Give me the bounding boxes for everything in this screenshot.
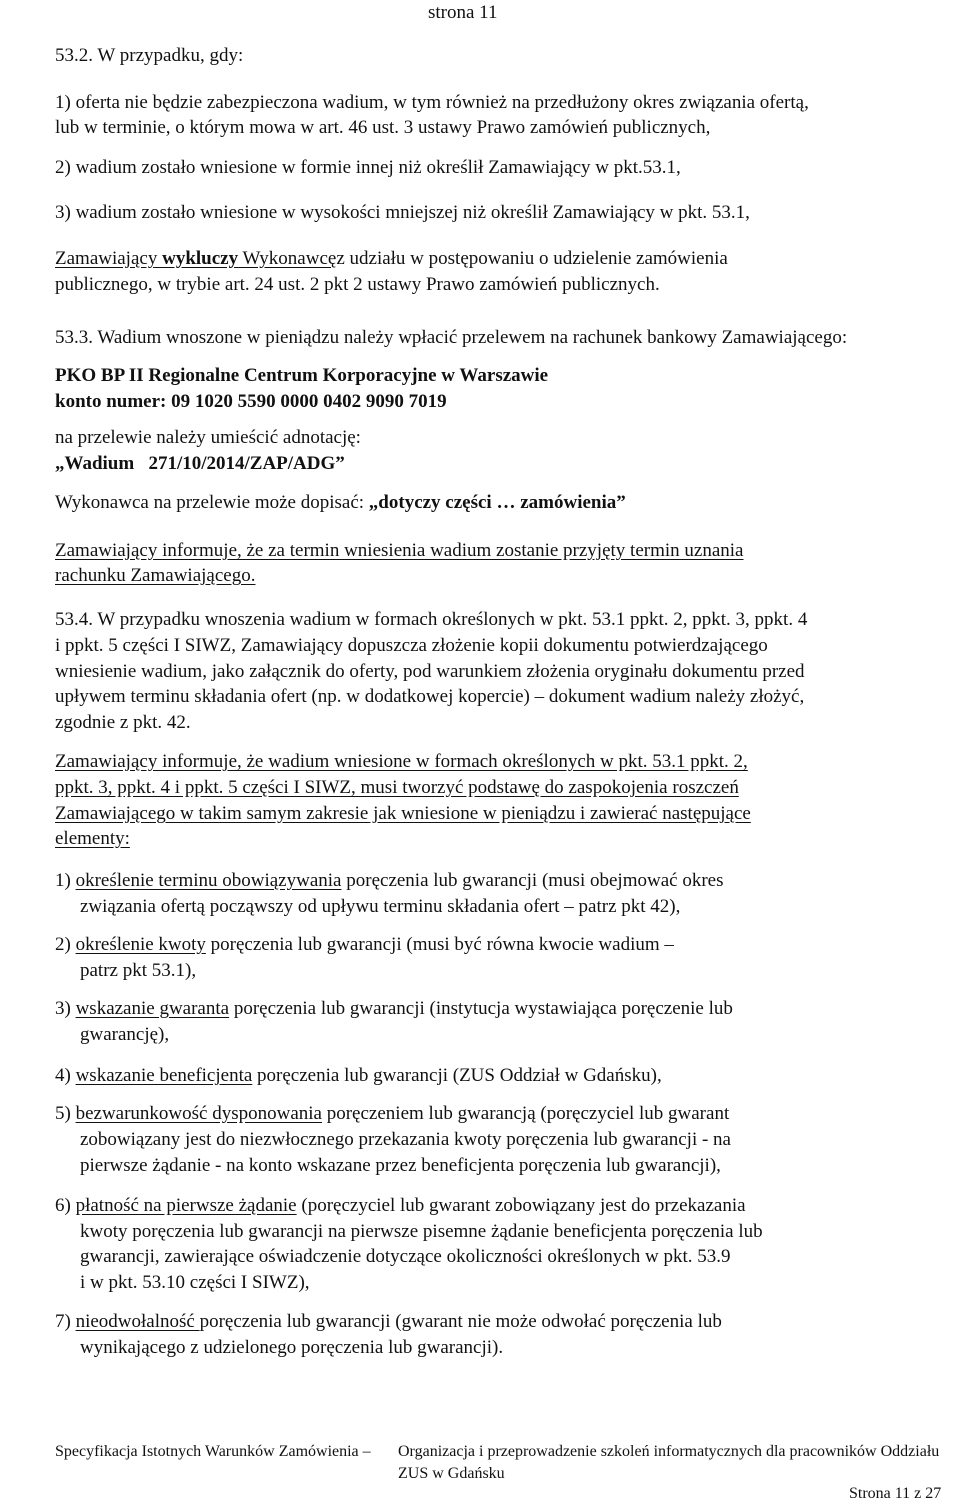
element-6-cont-1: kwoty poręczenia lub gwarancji na pierwsze pisemne żądanie beneficjenta poręczenia lub (80, 1221, 763, 1242)
s53-4-line-4: upływem terminu składania ofert (np. w dodatkowej kopercie) – dokument wadium należy złożyć, (55, 686, 805, 707)
s53-2-item-1-line-2: lub w terminie, o którym mowa w art. 46 ust. 3 ustawy Prawo zamówień publicznych, (55, 117, 711, 138)
payment-info-line-1: Zamawiający informuje, że za termin wniesienia wadium zostanie przyjęty termin uznania (55, 540, 744, 561)
element-6-rest: (poręczyciel lub gwarant zobowiązany jest do przekazania (296, 1195, 746, 1216)
element-3-underlined: wskazanie gwaranta (75, 998, 230, 1019)
element-2-number: 2) (55, 934, 76, 955)
s53-4-line-1: 53.4. W przypadku wnoszenia wadium w formach określonych w pkt. 53.1 ppkt. 2, ppkt. 3, ppkt. 4 (55, 609, 808, 630)
element-5-underlined: bezwarunkowość dysponowania (75, 1103, 322, 1124)
s53-4-line-2: i ppkt. 5 części I SIWZ, Zamawiający dopuszcza złożenie kopii dokumentu potwierdzającego (55, 635, 768, 656)
element-4-number: 4) (55, 1065, 76, 1086)
s53-4-underlined-4: elementy: (55, 828, 130, 849)
header-page-number: strona 11 (428, 2, 498, 23)
element-6-number: 6) (55, 1195, 76, 1216)
element-2-rest: poręczenia lub gwarancji (musi być równa kwocie wadium – (205, 934, 674, 955)
element-2-cont-1: patrz pkt 53.1), (80, 960, 197, 981)
element-1-first-line (55, 868, 723, 894)
element-5-first-line (55, 1101, 729, 1127)
dopisac-label: Wykonawca na przelewie może dopisać: (55, 492, 369, 513)
s53-4-line-3: wniesienie wadium, jako załącznik do oferty, pod warunkiem złożenia oryginału dokumentu przed (55, 661, 805, 682)
element-1-cont-1: związania ofertą począwszy od upływu terminu składania ofert – patrz pkt 42), (80, 896, 681, 917)
footer-left: Specyfikacja Istotnych Warunków Zamówienia – (55, 1443, 371, 1460)
element-5-rest: poręczeniem lub gwarancją (poręczyciel lub gwarant (321, 1103, 730, 1124)
bank-account: konto numer: 09 1020 5590 0000 0402 9090 7019 (55, 391, 447, 412)
element-6-first-line (55, 1193, 746, 1219)
element-3-rest: poręczenia lub gwarancji (instytucja wystawiająca poręczenie lub (229, 998, 733, 1019)
s53-4-underlined-1: Zamawiający informuje, że wadium wniesione w formach określonych w pkt. 53.1 ppkt. 2, (55, 751, 748, 772)
element-4-rest: poręczenia lub gwarancji (ZUS Oddział w Gdańsku), (252, 1065, 662, 1086)
element-6-cont-2: gwarancji, zawierające oświadczenie dotyczące okoliczności określonych w pkt. 53.9 (80, 1246, 731, 1267)
dopisac-line (55, 490, 626, 516)
element-7-rest: poręczenia lub gwarancji (gwarant nie może odwołać poręczenia lub (199, 1311, 722, 1332)
s53-2-conclusion-line-2: publicznego, w trybie art. 24 ust. 2 pkt 2 ustawy Prawo zamówień publicznych. (55, 274, 660, 295)
s53-4-underlined-3: Zamawiającego w takim samym zakresie jak wniesione w pieniądzu i zawierać następujące (55, 803, 751, 824)
bank-name: PKO BP II Regionalne Centrum Korporacyjne w Warszawie (55, 365, 549, 386)
element-5-cont-1: zobowiązany jest do niezwłocznego przekazania kwoty poręczenia lub gwarancji - na (80, 1129, 731, 1150)
element-4-first-line (55, 1063, 662, 1089)
element-7-cont-1: wynikającego z udzielonego poręczenia lub gwarancji). (80, 1337, 504, 1358)
conclusion-part-d: z udziału w postępowaniu o udzielenie zamówienia (336, 248, 728, 269)
payment-info-line-2: rachunku Zamawiającego. (55, 565, 256, 586)
s53-2-conclusion-line-1 (55, 246, 728, 272)
element-5-number: 5) (55, 1103, 76, 1124)
conclusion-part-a: Zamawiający (55, 248, 163, 269)
footer-right-line-2: ZUS w Gdańsku (398, 1465, 505, 1482)
element-2-first-line (55, 932, 674, 958)
element-1-underlined: określenie terminu obowiązywania (75, 870, 342, 891)
element-5-cont-2: pierwsze żądanie - na konto wskazane przez beneficjenta poręczenia lub gwarancji), (80, 1155, 721, 1176)
dopisac-value: „dotyczy części … zamówienia” (368, 492, 626, 513)
s53-4-line-5: zgodnie z pkt. 42. (55, 712, 191, 733)
element-2-underlined: określenie kwoty (75, 934, 206, 955)
element-6-cont-3: i w pkt. 53.10 części I SIWZ), (80, 1272, 310, 1293)
footer-right-line-1: Organizacja i przeprowadzenie szkoleń informatycznych dla pracowników Oddziału (398, 1443, 940, 1460)
s53-2-item-3: 3) wadium zostało wniesione w wysokości mniejszej niż określił Zamawiający w pkt. 53.1, (55, 202, 750, 223)
conclusion-part-b: wykluczy (162, 248, 239, 269)
element-7-first-line (55, 1309, 722, 1335)
element-3-cont-1: gwarancję), (80, 1024, 170, 1045)
element-3-first-line (55, 996, 733, 1022)
footer-page-number: Strona 11 z 27 (849, 1485, 942, 1502)
element-7-underlined: nieodwołalność (75, 1311, 200, 1332)
section-53-3-text: 53.3. Wadium wnoszone w pieniądzu należy wpłacić przelewem na rachunek bankowy Zamawiającego: (55, 327, 848, 348)
s53-4-underlined-2: ppkt. 3, ppkt. 4 i ppkt. 5 części I SIWZ, musi tworzyć podstawę do zaspokojenia roszczeń (55, 777, 739, 798)
element-6-underlined: płatność na pierwsze żądanie (75, 1195, 297, 1216)
element-7-number: 7) (55, 1311, 76, 1332)
section-53-2-heading: 53.2. W przypadku, gdy: (55, 45, 244, 66)
annotation-value: „Wadium 271/10/2014/ZAP/ADG” (55, 453, 345, 474)
s53-2-item-1-line-1: 1) oferta nie będzie zabezpieczona wadium, w tym również na przedłużony okres związania ofertą, (55, 92, 809, 113)
conclusion-part-c: Wykonawcę (238, 248, 337, 269)
element-1-rest: poręczenia lub gwarancji (musi obejmować okres (341, 870, 724, 891)
annotation-label: na przelewie należy umieścić adnotację: (55, 427, 361, 448)
s53-2-item-2: 2) wadium zostało wniesione w formie innej niż określił Zamawiający w pkt.53.1, (55, 157, 681, 178)
element-3-number: 3) (55, 998, 76, 1019)
element-1-number: 1) (55, 870, 76, 891)
element-4-underlined: wskazanie beneficjenta (75, 1065, 253, 1086)
